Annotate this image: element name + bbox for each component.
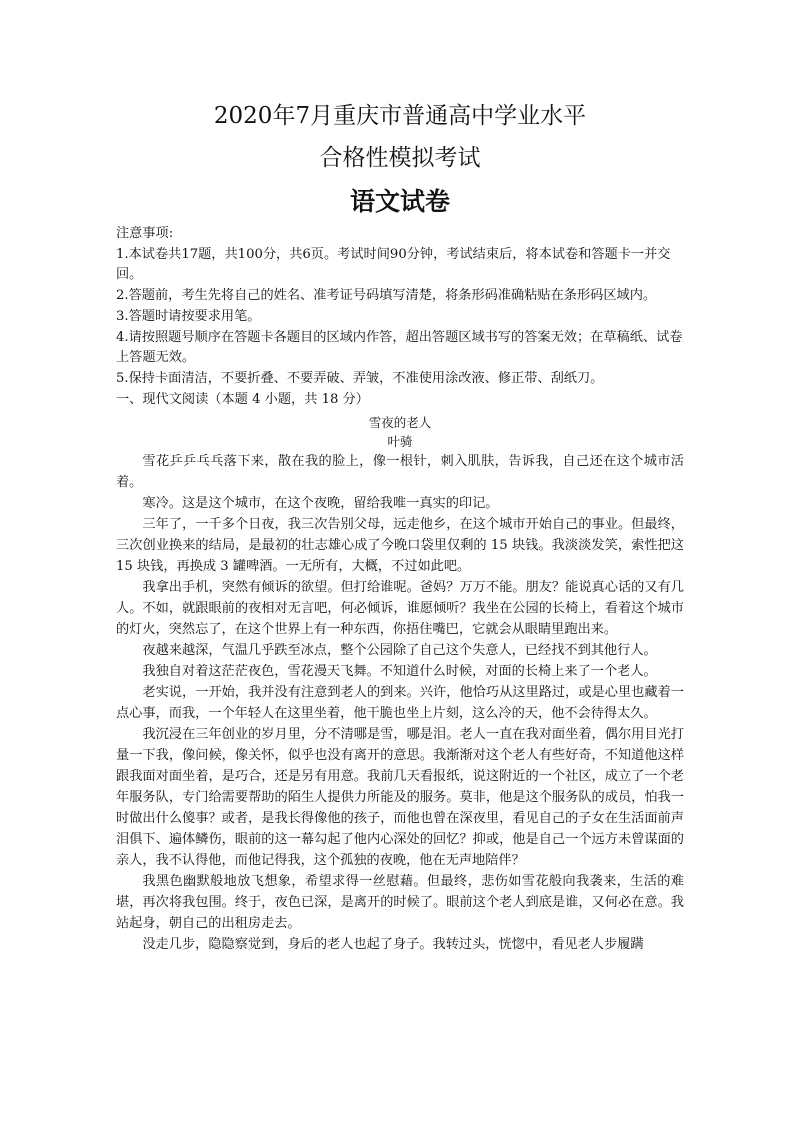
exam-subject-title: 语文试卷 — [349, 187, 450, 216]
story-paragraph: 我独自对着这茫茫夜色，雪花漫天飞舞。不知道什么时候，对面的长椅上来了一个老人。 — [142, 664, 657, 680]
story-paragraph: 没走几步，隐隐察觉到，身后的老人也起了身子。我转过头，恍惚中，看见老人步履蹒 — [142, 937, 644, 953]
notice-heading: 注意事项: — [116, 226, 174, 241]
story-paragraph: 老实说，一开始，我并没有注意到老人的到来。兴许，他恰巧从这里路过，或是心里也藏着一点心事，而我，一个年轻人在这里坐着，他干脆也坐上片刻，这么冷的天，他不会待得太久。 — [116, 685, 684, 722]
story-paragraph: 寒冷。这是这个城市，在这个夜晚，留给我唯一真实的印记。 — [142, 496, 499, 512]
story-author: 叶骑 — [387, 434, 413, 450]
notice-block — [116, 224, 684, 390]
story-paragraph: 雪花乒乒乓乓落下来，散在我的脸上，像一根针，刺入肌肤，告诉我，自己还在这个城市活着。 — [116, 454, 684, 491]
section-heading: 一、现代文阅读（本题 4 小题，共 18 分） — [116, 391, 369, 407]
story-paragraph: 我拿出手机，突然有倾诉的欲望。但打给谁呢。爸妈？万万不能。朋友？能说真心话的又有几人。不如，就跟眼前的夜相对无言吧，何必倾诉，谁愿倾听？我坐在公园的长椅上，看着这个城市的灯火，突然忘了，在这个世界上有一种东西，你捂住嘴巴，它就会从眼睛里跑出来。 — [116, 580, 684, 638]
story-paragraph: 夜越来越深，气温几乎跌至冰点，整个公园除了自己这个失意人，已经找不到其他行人。 — [142, 643, 657, 659]
notice-item: 3.答题时请按要求用笔。 — [116, 308, 261, 324]
story-paragraph: 我沉浸在三年创业的岁月里，分不清哪是雪，哪是泪。老人一直在我对面坐着，偶尔用目光打量一下我，像问候，像关怀，似乎也没有离开的意思。我渐渐对这个老人有些好奇，不知道他这样跟我面对面坐着，是巧合，还是另有用意。我前几天看报纸，说这附近的一个社区，成立了一个老年服务队，专门给需要帮助的陌生人提供力所能及的服务。莫非，他是这个服务队的成员，怕我一时做出什么傻事？或者，是我长得像他的孩子，而他也曾在深夜里，看见自己的子女在生活面前声泪俱下、遍体鳞伤，眼前的这一幕勾起了他内心深处的回忆？抑或，他是自己一个远方未曾谋面的亲人，我不认得他，而他记得我，这个孤独的夜晚，他在无声地陪伴？ — [116, 727, 684, 869]
notice-item: 1.本试卷共17题，共100分，共6页。考试时间90分钟，考试结束后，将本试卷和答题卡一并交回。 — [116, 246, 671, 283]
story-paragraph: 三年了，一千多个日夜，我三次告别父母，远走他乡，在这个城市开始自己的事业。但最终，三次创业换来的结局，是最初的壮志雄心成了今晚口袋里仅剩的 15 块钱。我淡淡发笑，索性把这 15 块钱，再换成 3 罐啤酒。一无所有，大概，不过如此吧。 — [116, 517, 684, 575]
story-body — [116, 451, 684, 955]
exam-title-line2: 合格性模拟考试 — [319, 145, 481, 171]
notice-item: 4.请按照题号顺序在答题卡各题目的区域内作答，超出答题区域书写的答案无效；在草稿纸、试卷上答题无效。 — [116, 329, 683, 366]
story-paragraph: 我黑色幽默般地放飞想象，希望求得一丝慰藉。但最终，悲伤如雪花般向我袭来，生活的难堪，再次将我包围。终于，夜色已深，是离开的时候了。眼前这个老人到底是谁，又何必在意。我站起身，朝自己的出租房走去。 — [116, 874, 684, 932]
story-title: 雪夜的老人 — [368, 415, 432, 431]
exam-title-line1: 2020年7月重庆市普通高中学业水平 — [213, 103, 587, 129]
notice-item: 2.答题前，考生先将自己的姓名、准考证号码填写清楚，将条形码准确粘贴在条形码区域内。 — [116, 288, 657, 304]
notice-item: 5.保持卡面清洁，不要折叠、不要弄破、弄皱，不准使用涂改液、修正带、刮纸刀。 — [116, 370, 604, 386]
